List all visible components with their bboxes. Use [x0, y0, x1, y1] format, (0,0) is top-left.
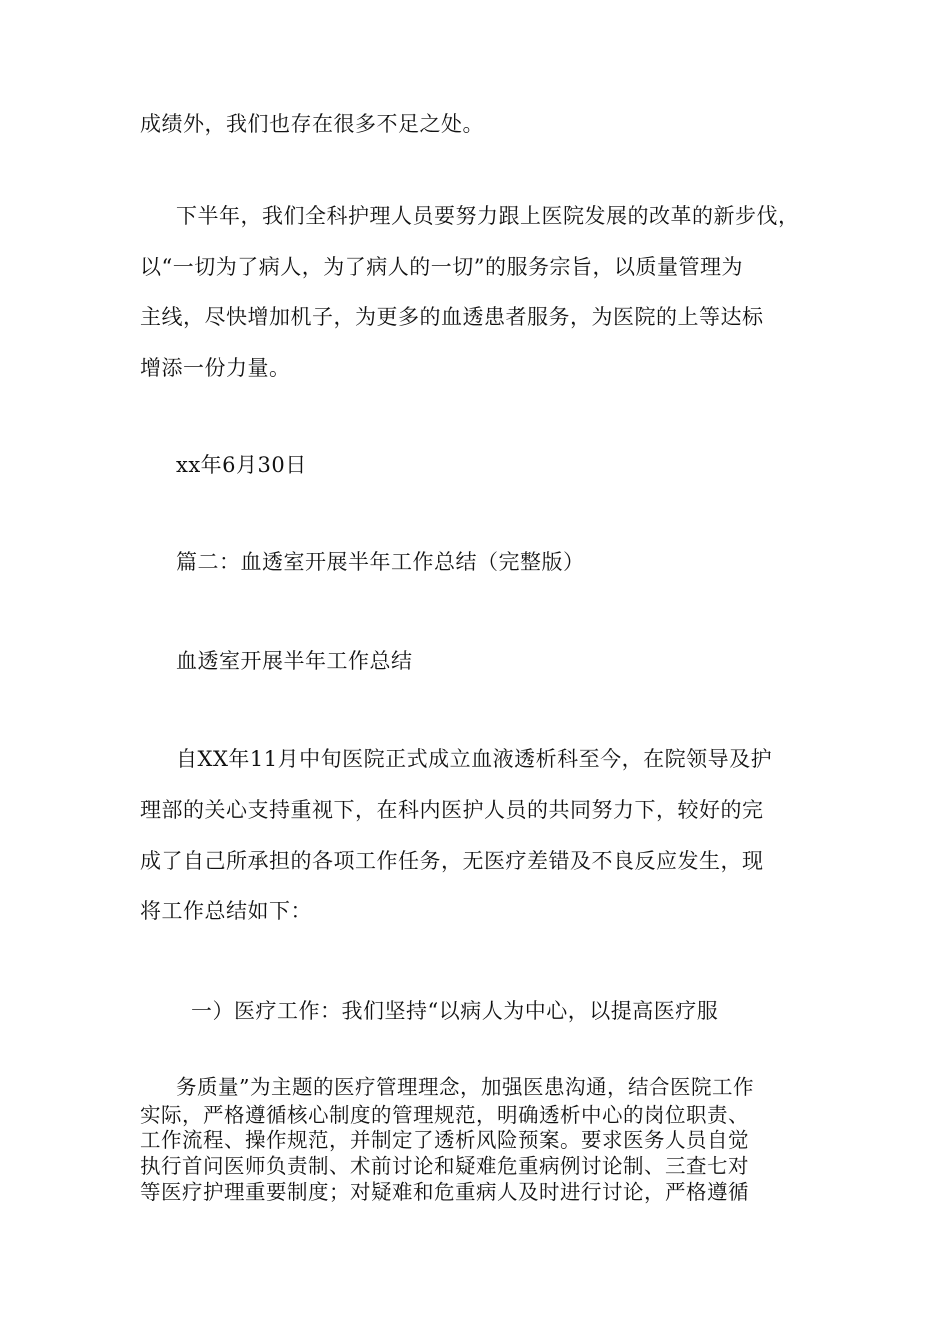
paragraph-1-line-1: 成绩外，我们也存在很多不足之处。	[140, 112, 484, 136]
paragraph-2-line-1: 下半年，我们全科护理人员要努力跟上医院发展的改革的新步伐，	[176, 204, 800, 228]
paragraph-3-line-1: 自XX年11月中旬医院正式成立血液透析科至今，在院领导及护	[176, 747, 773, 771]
item-1-heading: 一）医疗工作：我们坚持“以病人为中心，以提高医疗服	[191, 999, 719, 1023]
paragraph-3-line-4: 将工作总结如下：	[140, 899, 312, 923]
section-heading: 篇二：血透室开展半年工作总结（完整版）	[176, 550, 585, 574]
paragraph-4-line-4: 执行首问医师负责制、术前讨论和疑难危重病例讨论制、三查七对	[140, 1154, 749, 1178]
paragraph-2-line-3: 主线，尽快增加机子，为更多的血透患者服务，为医院的上等达标	[140, 305, 764, 329]
paragraph-3-line-2: 理部的关心支持重视下，在科内医护人员的共同努力下，较好的完	[140, 798, 764, 822]
paragraph-4-line-1: 务质量”为主题的医疗管理理念，加强医患沟通，结合医院工作	[176, 1075, 754, 1099]
paragraph-3-line-3: 成了自己所承担的各项工作任务，无医疗差错及不良反应发生，现	[140, 849, 764, 873]
document-title: 血透室开展半年工作总结	[176, 649, 413, 673]
date-line: xx年6月30日	[176, 453, 307, 477]
paragraph-4-line-5: 等医疗护理重要制度；对疑难和危重病人及时进行讨论，严格遵循	[140, 1180, 749, 1204]
paragraph-4-line-2: 实际，严格遵循核心制度的管理规范，明确透析中心的岗位职责、	[140, 1103, 749, 1127]
paragraph-4-line-3: 工作流程、操作规范，并制定了透析风险预案。要求医务人员自觉	[140, 1128, 749, 1152]
paragraph-2-line-4: 增添一份力量。	[140, 356, 291, 380]
paragraph-2-line-2: 以“一切为了病人，为了病人的一切”的服务宗旨，以质量管理为	[140, 255, 743, 279]
